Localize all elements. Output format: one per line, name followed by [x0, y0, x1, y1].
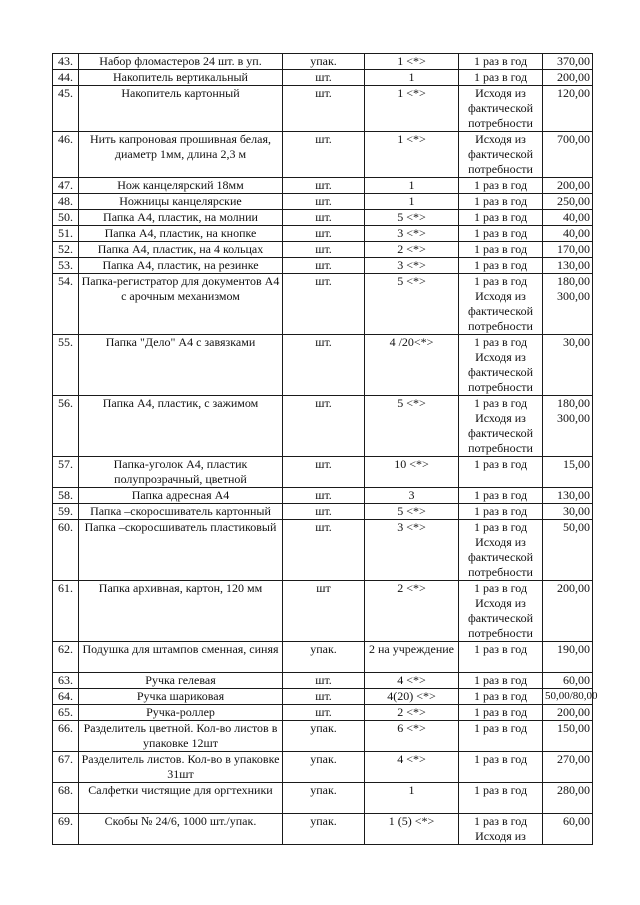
item-name: Папка –скоросшиватель картонный [79, 504, 283, 520]
frequency: 1 раз в год Исходя из фактической потребности [459, 274, 543, 335]
table-row [53, 396, 593, 457]
price [543, 457, 593, 488]
price [543, 581, 593, 642]
table-row [53, 752, 593, 783]
item-name: Папка-регистратор для документов А4 с арочным механизмом [79, 274, 283, 335]
frequency: 1 раз в год [459, 721, 543, 752]
item-name: Папка А4, пластик, на молнии [79, 210, 283, 226]
table-row [53, 54, 593, 70]
price [543, 642, 593, 673]
frequency: 1 раз в год [459, 752, 543, 783]
unit: шт. [283, 210, 365, 226]
price-value: 150,00 [557, 721, 590, 735]
price [543, 520, 593, 581]
quantity: 5 <*> [365, 504, 459, 520]
unit: шт [283, 581, 365, 642]
price-value: 250,00 [557, 194, 590, 208]
table-row [53, 705, 593, 721]
unit: шт. [283, 258, 365, 274]
table-row [53, 335, 593, 396]
table-row [53, 274, 593, 335]
frequency: 1 раз в год [459, 258, 543, 274]
quantity: 4(20) <*> [365, 689, 459, 705]
quantity: 1 [365, 783, 459, 814]
frequency: 1 раз в год [459, 504, 543, 520]
quantity: 1 [365, 70, 459, 86]
table-row [53, 86, 593, 132]
frequency: 1 раз в год [459, 488, 543, 504]
quantity: 3 <*> [365, 520, 459, 581]
row-number: 43. [53, 54, 79, 70]
unit: упак. [283, 642, 365, 673]
frequency: 1 раз в год [459, 705, 543, 721]
quantity: 5 <*> [365, 210, 459, 226]
row-number: 46. [53, 132, 79, 178]
item-name: Ручка-роллер [79, 705, 283, 721]
row-number: 52. [53, 242, 79, 258]
row-number: 44. [53, 70, 79, 86]
unit: шт. [283, 242, 365, 258]
price [543, 258, 593, 274]
item-name: Папка А4, пластик, с зажимом [79, 396, 283, 457]
item-name: Разделитель листов. Кол-во в упаковке 31шт [79, 752, 283, 783]
price [543, 721, 593, 752]
unit: шт. [283, 178, 365, 194]
table-row [53, 721, 593, 752]
row-number: 64. [53, 689, 79, 705]
price [543, 396, 593, 457]
item-name: Папка архивная, картон, 120 мм [79, 581, 283, 642]
price-value: 300,00 [557, 289, 590, 303]
row-number: 67. [53, 752, 79, 783]
table-row [53, 194, 593, 210]
frequency: 1 раз в год Исходя из фактической потребности [459, 520, 543, 581]
frequency: 1 раз в год Исходя из фактической потребности [459, 581, 543, 642]
price-value: 190,00 [557, 642, 590, 656]
item-name: Накопитель вертикальный [79, 70, 283, 86]
price-value: 200,00 [557, 70, 590, 84]
unit: шт. [283, 86, 365, 132]
table-row [53, 689, 593, 705]
supplies-table [52, 53, 598, 845]
price-value: 200,00 [557, 581, 590, 595]
unit: шт. [283, 673, 365, 689]
table-row [53, 814, 593, 845]
unit: шт. [283, 689, 365, 705]
table-row [53, 642, 593, 673]
row-number: 61. [53, 581, 79, 642]
price [543, 178, 593, 194]
quantity: 1 (5) <*> [365, 814, 459, 845]
frequency: 1 раз в год [459, 210, 543, 226]
row-number: 59. [53, 504, 79, 520]
price-value: 50,00 [563, 520, 590, 534]
unit: упак. [283, 814, 365, 845]
frequency: 1 раз в год [459, 178, 543, 194]
row-number: 54. [53, 274, 79, 335]
item-name: Скобы № 24/6, 1000 шт./упак. [79, 814, 283, 845]
unit: упак. [283, 721, 365, 752]
row-number: 68. [53, 783, 79, 814]
row-number: 58. [53, 488, 79, 504]
price-value: 30,00 [563, 504, 590, 518]
unit: шт. [283, 226, 365, 242]
price [543, 86, 593, 132]
unit: упак. [283, 783, 365, 814]
frequency: 1 раз в год [459, 642, 543, 673]
price-value: 120,00 [557, 86, 590, 100]
quantity: 5 <*> [365, 274, 459, 335]
price-value: 180,00 [557, 274, 590, 288]
item-name: Ручка гелевая [79, 673, 283, 689]
table-row [53, 783, 593, 814]
price [543, 70, 593, 86]
unit: шт. [283, 488, 365, 504]
price-value: 300,00 [557, 411, 590, 425]
quantity: 4 <*> [365, 752, 459, 783]
table-row [53, 258, 593, 274]
price-value: 180,00 [557, 396, 590, 410]
price [543, 54, 593, 70]
frequency: Исходя из фактической потребности [459, 86, 543, 132]
quantity: 4 <*> [365, 673, 459, 689]
quantity: 1 <*> [365, 86, 459, 132]
unit: упак. [283, 752, 365, 783]
table-row [53, 132, 593, 178]
price-value: 170,00 [557, 242, 590, 256]
row-number: 50. [53, 210, 79, 226]
price [543, 783, 593, 814]
price-value: 60,00 [563, 673, 590, 687]
unit: шт. [283, 504, 365, 520]
price [543, 132, 593, 178]
price-value: 200,00 [557, 705, 590, 719]
row-number: 69. [53, 814, 79, 845]
unit: шт. [283, 194, 365, 210]
quantity: 2 <*> [365, 581, 459, 642]
quantity: 6 <*> [365, 721, 459, 752]
row-number: 55. [53, 335, 79, 396]
price-value: 40,00 [563, 210, 590, 224]
price-value: 700,00 [557, 132, 590, 146]
table-row [53, 178, 593, 194]
price [543, 335, 593, 396]
table-body [53, 54, 598, 845]
frequency: Исходя из фактической потребности [459, 132, 543, 178]
price [543, 814, 593, 845]
item-name: Папка-уголок А4, пластик полупрозрачный, цветной [79, 457, 283, 488]
item-name: Нить капроновая прошивная белая, диаметр 1мм, длина 2,3 м [79, 132, 283, 178]
item-name: Подушка для штампов сменная, синяя [79, 642, 283, 673]
price [543, 226, 593, 242]
row-number: 62. [53, 642, 79, 673]
price [543, 689, 598, 705]
item-name: Разделитель цветной. Кол-во листов в упаковке 12шт [79, 721, 283, 752]
price-value: 200,00 [557, 178, 590, 192]
price [543, 274, 593, 335]
frequency: 1 раз в год Исходя из фактической потребности [459, 335, 543, 396]
unit: шт. [283, 457, 365, 488]
quantity: 2 на учреждение [365, 642, 459, 673]
row-number: 65. [53, 705, 79, 721]
price [543, 673, 593, 689]
row-number: 53. [53, 258, 79, 274]
table-row [53, 673, 593, 689]
row-number: 51. [53, 226, 79, 242]
unit: шт. [283, 132, 365, 178]
frequency: 1 раз в год [459, 783, 543, 814]
price-value: 280,00 [557, 783, 590, 797]
row-number: 56. [53, 396, 79, 457]
frequency: 1 раз в год [459, 242, 543, 258]
row-number: 48. [53, 194, 79, 210]
unit: шт. [283, 705, 365, 721]
quantity: 1 [365, 178, 459, 194]
price-value: 40,00 [563, 226, 590, 240]
price-value: 30,00 [563, 335, 590, 349]
table-row [53, 242, 593, 258]
row-number: 66. [53, 721, 79, 752]
price-value: 50,00/80,00 [545, 690, 598, 702]
item-name: Ножницы канцелярские [79, 194, 283, 210]
quantity: 3 <*> [365, 226, 459, 242]
frequency: 1 раз в год Исходя из [459, 814, 543, 845]
item-name: Салфетки чистящие для оргтехники [79, 783, 283, 814]
frequency: 1 раз в год [459, 226, 543, 242]
item-name: Нож канцелярский 18мм [79, 178, 283, 194]
table-row [53, 70, 593, 86]
item-name: Папка "Дело" А4 с завязками [79, 335, 283, 396]
quantity: 2 <*> [365, 705, 459, 721]
frequency: 1 раз в год Исходя из фактической потребности [459, 396, 543, 457]
quantity: 4 /20<*> [365, 335, 459, 396]
price [543, 194, 593, 210]
unit: шт. [283, 520, 365, 581]
unit: шт. [283, 70, 365, 86]
frequency: 1 раз в год [459, 54, 543, 70]
price-value: 60,00 [563, 814, 590, 828]
quantity: 3 <*> [365, 258, 459, 274]
price-value: 370,00 [557, 54, 590, 68]
price [543, 488, 593, 504]
table-row [53, 504, 593, 520]
table-row [53, 210, 593, 226]
frequency: 1 раз в год [459, 70, 543, 86]
table-row [53, 581, 593, 642]
unit: упак. [283, 54, 365, 70]
item-name: Папка –скоросшиватель пластиковый [79, 520, 283, 581]
price-value: 270,00 [557, 752, 590, 766]
table-row [53, 488, 593, 504]
item-name: Папка А4, пластик, на 4 кольцах [79, 242, 283, 258]
frequency: 1 раз в год [459, 689, 543, 705]
item-name: Папка адресная А4 [79, 488, 283, 504]
frequency: 1 раз в год [459, 673, 543, 689]
table-row [53, 520, 593, 581]
price [543, 210, 593, 226]
item-name: Набор фломастеров 24 шт. в уп. [79, 54, 283, 70]
frequency: 1 раз в год [459, 194, 543, 210]
table-row [53, 457, 593, 488]
unit: шт. [283, 396, 365, 457]
row-number: 60. [53, 520, 79, 581]
price [543, 752, 593, 783]
price-value: 15,00 [563, 457, 590, 471]
price [543, 504, 593, 520]
item-name: Накопитель картонный [79, 86, 283, 132]
unit: шт. [283, 274, 365, 335]
unit: шт. [283, 335, 365, 396]
item-name: Папка А4, пластик, на резинке [79, 258, 283, 274]
frequency: 1 раз в год [459, 457, 543, 488]
item-name: Папка А4, пластик, на кнопке [79, 226, 283, 242]
row-number: 57. [53, 457, 79, 488]
quantity: 1 <*> [365, 132, 459, 178]
quantity: 2 <*> [365, 242, 459, 258]
quantity: 1 <*> [365, 54, 459, 70]
row-number: 47. [53, 178, 79, 194]
price [543, 242, 593, 258]
quantity: 1 [365, 194, 459, 210]
quantity: 3 [365, 488, 459, 504]
row-number: 45. [53, 86, 79, 132]
quantity: 10 <*> [365, 457, 459, 488]
row-number: 63. [53, 673, 79, 689]
price-value: 130,00 [557, 488, 590, 502]
price-value: 130,00 [557, 258, 590, 272]
table-row [53, 226, 593, 242]
price [543, 705, 593, 721]
quantity: 5 <*> [365, 396, 459, 457]
item-name: Ручка шариковая [79, 689, 283, 705]
